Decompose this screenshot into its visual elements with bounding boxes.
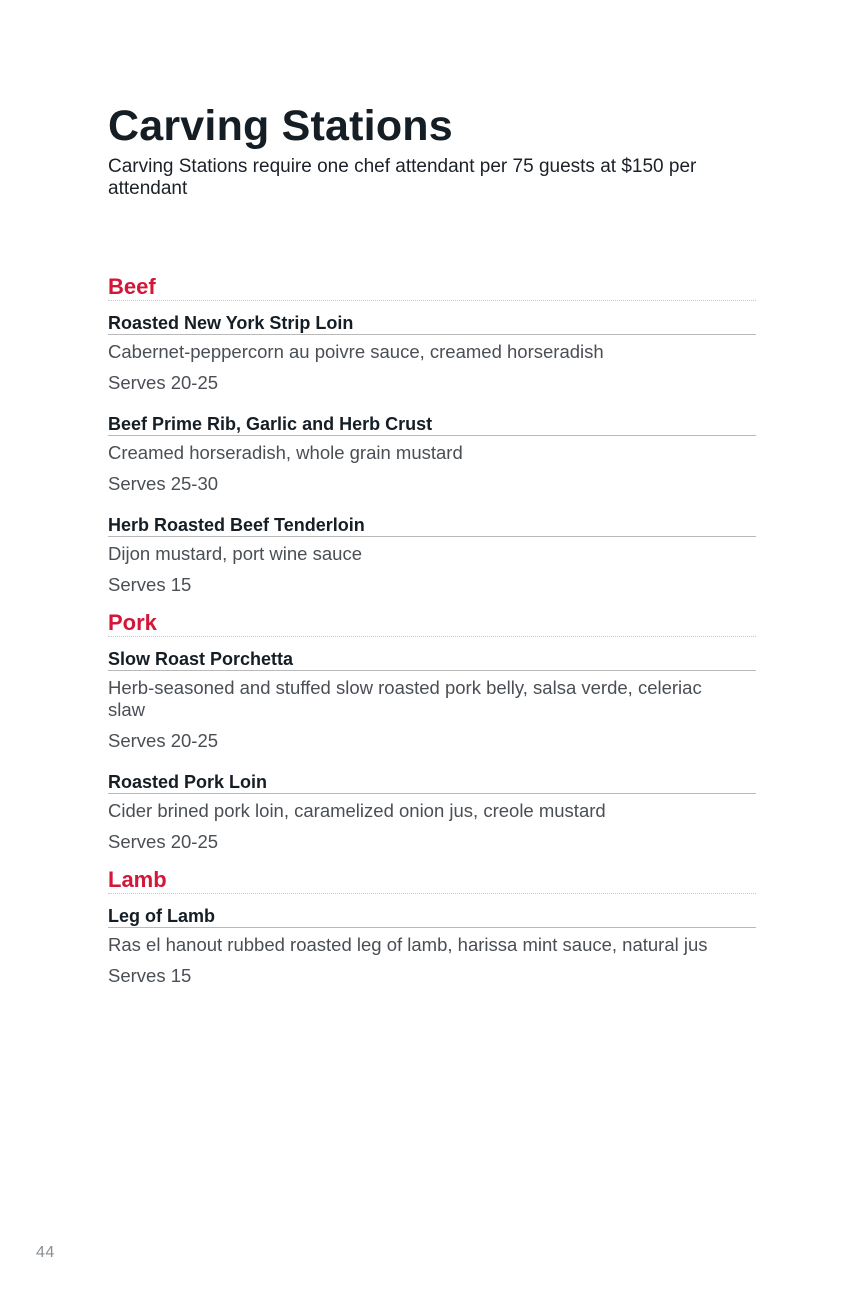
section-pork [108, 610, 756, 853]
page-title: Carving Stations [108, 102, 453, 150]
menu-page [108, 100, 756, 1001]
section-heading: Beef [108, 274, 756, 301]
section-lamb [108, 867, 756, 987]
menu-item [108, 648, 756, 752]
item-name: Roasted Pork Loin [108, 771, 756, 794]
item-name: Roasted New York Strip Loin [108, 312, 756, 335]
item-serves: Serves 25-30 [108, 473, 219, 494]
item-description: Cabernet-peppercorn au poivre sauce, creamed horseradish [108, 341, 604, 362]
section-heading: Pork [108, 610, 756, 637]
item-name: Herb Roasted Beef Tenderloin [108, 514, 756, 537]
menu-item [108, 312, 756, 394]
item-description: Ras el hanout rubbed roasted leg of lamb, harissa mint sauce, natural jus [108, 934, 708, 955]
menu-item [108, 413, 756, 495]
item-serves: Serves 15 [108, 965, 192, 986]
page-intro: Carving Stations require one chef attendant per 75 guests at $150 per attendant [108, 156, 697, 199]
item-description: Creamed horseradish, whole grain mustard [108, 442, 463, 463]
item-description: Herb-seasoned and stuffed slow roasted pork belly, salsa verde, celeriac slaw [108, 677, 702, 720]
menu-item [108, 514, 756, 596]
menu-item [108, 771, 756, 853]
page-number: 44 [36, 1244, 55, 1261]
item-serves: Serves 20-25 [108, 730, 219, 751]
menu-sections [108, 274, 756, 987]
section-beef [108, 274, 756, 596]
item-name: Beef Prime Rib, Garlic and Herb Crust [108, 413, 756, 436]
item-description: Cider brined pork loin, caramelized onion jus, creole mustard [108, 800, 606, 821]
section-heading: Lamb [108, 867, 756, 894]
menu-item [108, 905, 756, 987]
item-serves: Serves 15 [108, 574, 192, 595]
item-serves: Serves 20-25 [108, 831, 219, 852]
item-name: Slow Roast Porchetta [108, 648, 756, 671]
item-name: Leg of Lamb [108, 905, 756, 928]
item-description: Dijon mustard, port wine sauce [108, 543, 362, 564]
item-serves: Serves 20-25 [108, 372, 219, 393]
